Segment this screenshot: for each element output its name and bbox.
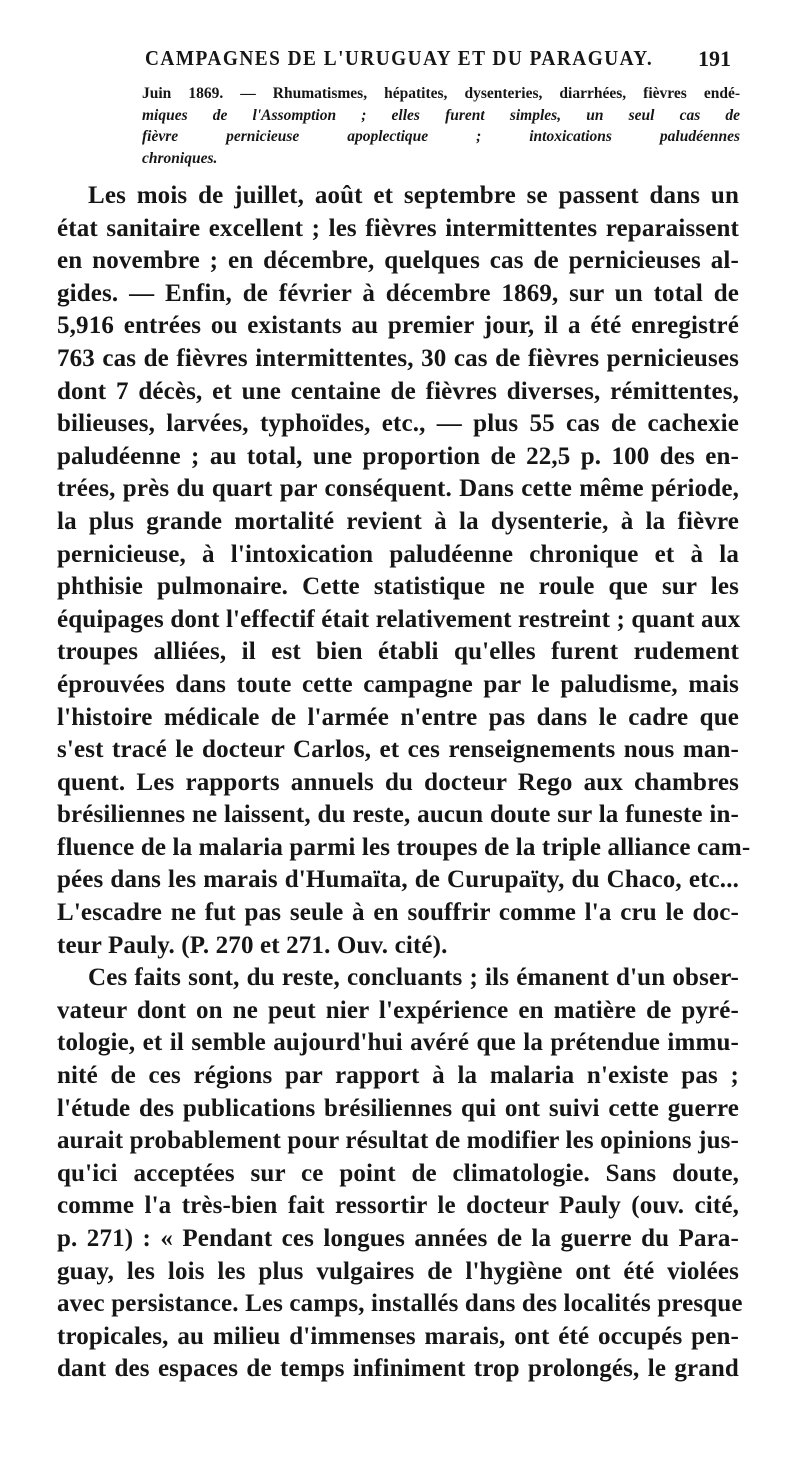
text-line: bilieuses, larvées, typhoïdes, etc., — plus 55 cas de cachexie — [57, 410, 739, 438]
text-line: 5,916 entrées ou existants au premier jour, il a été enregistré — [57, 312, 739, 340]
text-line: teur Pauly. (P. 270 et 271. Ouv. cité). — [57, 931, 448, 959]
text-line: pernicieuse, à l'intoxication paludéenne chronique et à la — [57, 540, 739, 568]
text-line: avec persistance. Les camps, installés dans des localités presque — [57, 1290, 743, 1318]
text-line: troupes alliées, il est bien établi qu'elles furent rudement — [57, 638, 739, 666]
text-line: s'est tracé le docteur Carlos, et ces renseignements nous man- — [57, 736, 739, 764]
text-line: brésiliennes ne laissent, du reste, aucun doute sur la funeste in- — [57, 801, 739, 829]
text-line: tologie, et il semble aujourd'hui avéré que la prétendue immu- — [57, 1029, 739, 1057]
text-line: Ces faits sont, du reste, concluants ; ils émanent d'un obser- — [88, 964, 739, 992]
text-line: phthisie pulmonaire. Cette statistique ne roule que sur les — [57, 573, 739, 601]
text-line: p. 271) : « Pendant ces longues années de la guerre du Para- — [57, 1225, 739, 1252]
text-line: qu'ici acceptées sur ce point de climatologie. Sans doute, — [57, 1159, 739, 1187]
text-line: comme l'a très-bien fait ressortir le docteur Pauly (ouv. cité, — [57, 1192, 739, 1220]
text-line: éprouvées dans toute cette campagne par le paludisme, mais — [57, 670, 739, 698]
text-line: L'escadre ne fut pas seule à en souffrir comme l'a cru le doc- — [57, 899, 739, 927]
summary-line: chroniques. — [142, 149, 218, 167]
text-line: fluence de la malaria parmi les troupes de la triple alliance cam- — [57, 833, 751, 861]
page-number: 191 — [698, 46, 731, 71]
text-line: nité de ces régions par rapport à la malaria n'existe pas ; — [57, 1062, 739, 1090]
text-line: vateur dont on ne peut nier l'expérience en matière de pyré- — [57, 996, 739, 1024]
text-line: dont 7 décès, et une centaine de fièvres diverses, rémittentes, — [57, 377, 739, 405]
summary-line: fièvre pernicieuse apoplectique ; intoxications paludéennes — [142, 128, 740, 145]
text-line: guay, les lois les plus vulgaires de l'hygiène ont été violées — [57, 1257, 739, 1285]
text-line: 763 cas de fièvres intermittentes, 30 cas de fièvres pernicieuses — [57, 344, 739, 372]
monthly-summary — [120, 83, 740, 169]
text-line: tropicales, au milieu d'immenses marais, ont été occupés pen- — [57, 1322, 739, 1350]
running-head — [0, 44, 800, 84]
text-line: quent. Les rapports annuels du docteur Rego aux chambres — [57, 768, 739, 796]
text-line: pées dans les marais d'Humaïta, de Curupaïty, du Chaco, etc... — [57, 866, 739, 894]
running-title: CAMPAGNES DE L'URUGUAY ET DU PARAGUAY. — [145, 46, 654, 70]
text-line: gides. — Enfin, de février à décembre 1869, sur un total de — [57, 279, 739, 307]
text-line: paludéenne ; au total, une proportion de 22,5 p. 100 des en- — [57, 442, 739, 470]
text-line: la plus grande mortalité revient à la dysenterie, à la fièvre — [57, 507, 739, 535]
summary-line: miques de l'Assomption ; elles furent simples, un seul cas de — [142, 106, 740, 124]
text-line: trées, près du quart par conséquent. Dans cette même période, — [57, 475, 739, 503]
text-line: en novembre ; en décembre, quelques cas de pernicieuses al- — [57, 247, 739, 275]
summary-line: Juin 1869. — Rhumatismes, hépatites, dysenteries, diarrhées, fièvres endé- — [142, 85, 740, 102]
text-line: l'étude des publications brésiliennes qui ont suivi cette guerre — [57, 1094, 739, 1122]
text-line: aurait probablement pour résultat de modifier les opinions jus- — [57, 1127, 739, 1155]
text-line: état sanitaire excellent ; les fièvres intermittentes reparaissent — [57, 214, 739, 242]
text-line: dant des espaces de temps infiniment trop prolongés, le grand — [57, 1355, 739, 1383]
body-text — [57, 180, 751, 1386]
text-line: équipages dont l'effectif était relativement restreint ; quant aux — [57, 605, 741, 633]
text-line: Les mois de juillet, août et septembre se passent dans un — [88, 182, 739, 209]
text-line: l'histoire médicale de l'armée n'entre pas dans le cadre que — [57, 703, 739, 731]
